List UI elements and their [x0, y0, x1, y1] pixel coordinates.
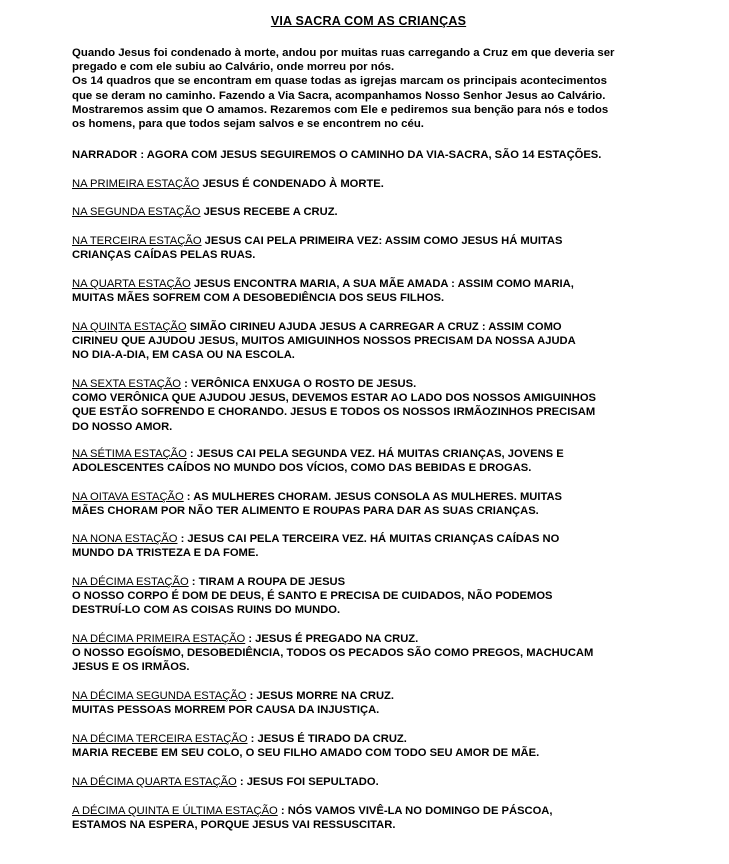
station-5 — [72, 320, 692, 363]
station-text: : VERÔNICA ENXUGA O ROSTO DE JESUS. — [181, 378, 417, 390]
station-text: : JESUS CAI PELA TERCEIRA VEZ. HÁ MUITAS CRIANÇAS CAÍDAS NO — [177, 533, 560, 545]
station-label: NA DÉCIMA ESTAÇÃO — [72, 576, 189, 588]
station-label: NA DÉCIMA QUARTA ESTAÇÃO — [72, 776, 237, 788]
intro-line: pregado e com ele subiu ao Calvário, onde morreu por nós. — [72, 61, 395, 74]
station-6 — [72, 377, 692, 434]
station-label: NA SÉTIMA ESTAÇÃO — [72, 448, 187, 460]
station-text: : JESUS CAI PELA SEGUNDA VEZ. HÁ MUITAS CRIANÇAS, JOVENS E — [186, 448, 564, 460]
station-12 — [72, 689, 692, 717]
station-text-cont: NO DIA-A-DIA, EM CASA OU NA ESCOLA. — [72, 349, 295, 362]
station-text: : JESUS FOI SEPULTADO. — [236, 776, 379, 788]
station-text-cont: MÃES CHORAM POR NÃO TER ALIMENTO E ROUPAS PARA DAR AS SUAS CRIANÇAS. — [72, 505, 539, 518]
station-text: JESUS É CONDENADO À MORTE. — [199, 178, 384, 190]
station-text-cont: DESTRUÍ-LO COM AS COISAS RUINS DO MUNDO. — [72, 604, 341, 617]
station-text: : TIRAM A ROUPA DE JESUS — [188, 576, 346, 588]
station-13 — [72, 732, 692, 760]
station-text-cont: DO NOSSO AMOR. — [72, 420, 173, 433]
intro-line: os homens, para que todos sejam salvos e se encontrem no céu. — [72, 118, 424, 131]
station-label: NA SEXTA ESTAÇÃO — [72, 378, 182, 390]
station-8 — [72, 490, 692, 518]
station-9 — [72, 532, 692, 560]
station-label: NA OITAVA ESTAÇÃO — [72, 491, 184, 503]
station-text-cont: JESUS E OS IRMÃOS. — [72, 661, 190, 674]
station-label: NA PRIMEIRA ESTAÇÃO — [72, 178, 200, 190]
station-label: NA NONA ESTAÇÃO — [72, 533, 178, 545]
intro-line: Mostraremos assim que O amamos. Rezaremos com Ele e pediremos sua benção para nós e todos — [72, 103, 609, 116]
station-label: A DÉCIMA QUINTA E ÚLTIMA ESTAÇÃO — [72, 805, 278, 817]
intro-line: que se deram no caminho. Fazendo a Via Sacra, acompanhamos Nosso Senhor Jesus ao Calvário. — [72, 89, 606, 102]
station-text-cont: MUITAS MÃES SOFREM COM A DESOBEDIÊNCIA DOS SEUS FILHOS. — [72, 292, 445, 305]
station-text: SIMÃO CIRINEU AJUDA JESUS A CARREGAR A CRUZ : ASSIM COMO — [186, 321, 562, 333]
station-label: NA QUARTA ESTAÇÃO — [72, 278, 191, 290]
intro-line: Os 14 quadros que se encontram em quase todas as igrejas marcam os principais acontecimentos — [72, 75, 607, 88]
station-label: NA DÉCIMA TERCEIRA ESTAÇÃO — [72, 733, 248, 745]
station-14 — [72, 775, 692, 789]
station-label: NA QUINTA ESTAÇÃO — [72, 321, 187, 333]
station-text-cont: MUITAS PESSOAS MORREM POR CAUSA DA INJUSTIÇA. — [72, 704, 380, 717]
station-7 — [72, 447, 692, 475]
station-text: : NÓS VAMOS VIVÊ-LA NO DOMINGO DE PÁSCOA, — [277, 805, 553, 817]
station-2 — [72, 205, 692, 219]
station-4 — [72, 277, 692, 305]
station-1 — [72, 177, 692, 191]
station-text-cont: O NOSSO EGOÍSMO, DESOBEDIÊNCIA, TODOS OS PECADOS SÃO COMO PREGOS, MACHUCAM — [72, 647, 594, 660]
station-text-cont: O NOSSO CORPO É DOM DE DEUS, É SANTO E PRECISA DE CUIDADOS, NÃO PODEMOS — [72, 590, 553, 603]
station-15 — [72, 804, 692, 832]
station-text: JESUS CAI PELA PRIMEIRA VEZ: ASSIM COMO JESUS HÁ MUITAS — [201, 235, 563, 247]
station-text-cont: CIRINEU QUE AJUDOU JESUS, MUITOS AMIGUINHOS NOSSOS PRECISAM DA NOSSA AJUDA — [72, 335, 576, 348]
station-text-cont: MUNDO DA TRISTEZA E DA FOME. — [72, 547, 259, 560]
station-text-cont: COMO VERÔNICA QUE AJUDOU JESUS, DEVEMOS ESTAR AO LADO DOS NOSSOS AMIGUINHOS — [72, 392, 597, 405]
station-3 — [72, 234, 692, 262]
station-text: JESUS RECEBE A CRUZ. — [200, 206, 338, 218]
station-10 — [72, 575, 692, 618]
intro-line: Quando Jesus foi condenado à morte, andou por muitas ruas carregando a Cruz em que deveria ser — [72, 47, 615, 59]
station-text: JESUS ENCONTRA MARIA, A SUA MÃE AMADA : ASSIM COMO MARIA, — [190, 278, 574, 290]
station-label: NA DÉCIMA PRIMEIRA ESTAÇÃO — [72, 633, 246, 645]
station-text: : JESUS MORRE NA CRUZ. — [246, 690, 395, 702]
document-title: VIA SACRA COM AS CRIANÇAS — [270, 14, 467, 28]
station-text: : JESUS É TIRADO DA CRUZ. — [247, 733, 407, 745]
narrator-line: NARRADOR : AGORA COM JESUS SEGUIREMOS O CAMINHO DA VIA-SACRA, SÃO 14 ESTAÇÕES. — [72, 149, 602, 161]
station-text: : AS MULHERES CHORAM. JESUS CONSOLA AS MULHERES. MUITAS — [183, 491, 563, 503]
intro-paragraph — [72, 46, 672, 131]
station-text-cont: ADOLESCENTES CAÍDOS NO MUNDO DOS VÍCIOS, COMO DAS BEBIDAS E DROGAS. — [72, 462, 532, 475]
station-text-cont: MARIA RECEBE EM SEU COLO, O SEU FILHO AMADO COM TODO SEU AMOR DE MÃE. — [72, 747, 540, 760]
station-label: NA DÉCIMA SEGUNDA ESTAÇÃO — [72, 690, 247, 702]
station-text-cont: QUE ESTÃO SOFRENDO E CHORANDO. JESUS E TODOS OS NOSSOS IRMÃOZINHOS PRECISAM — [72, 406, 596, 419]
station-text-cont: ESTAMOS NA ESPERA, PORQUE JESUS VAI RESSUSCITAR. — [72, 819, 396, 832]
station-text-cont: CRIANÇAS CAÍDAS PELAS RUAS. — [72, 249, 256, 262]
station-label: NA SEGUNDA ESTAÇÃO — [72, 206, 201, 218]
station-11 — [72, 632, 692, 675]
station-text: : JESUS É PREGADO NA CRUZ. — [245, 633, 419, 645]
station-label: NA TERCEIRA ESTAÇÃO — [72, 235, 202, 247]
